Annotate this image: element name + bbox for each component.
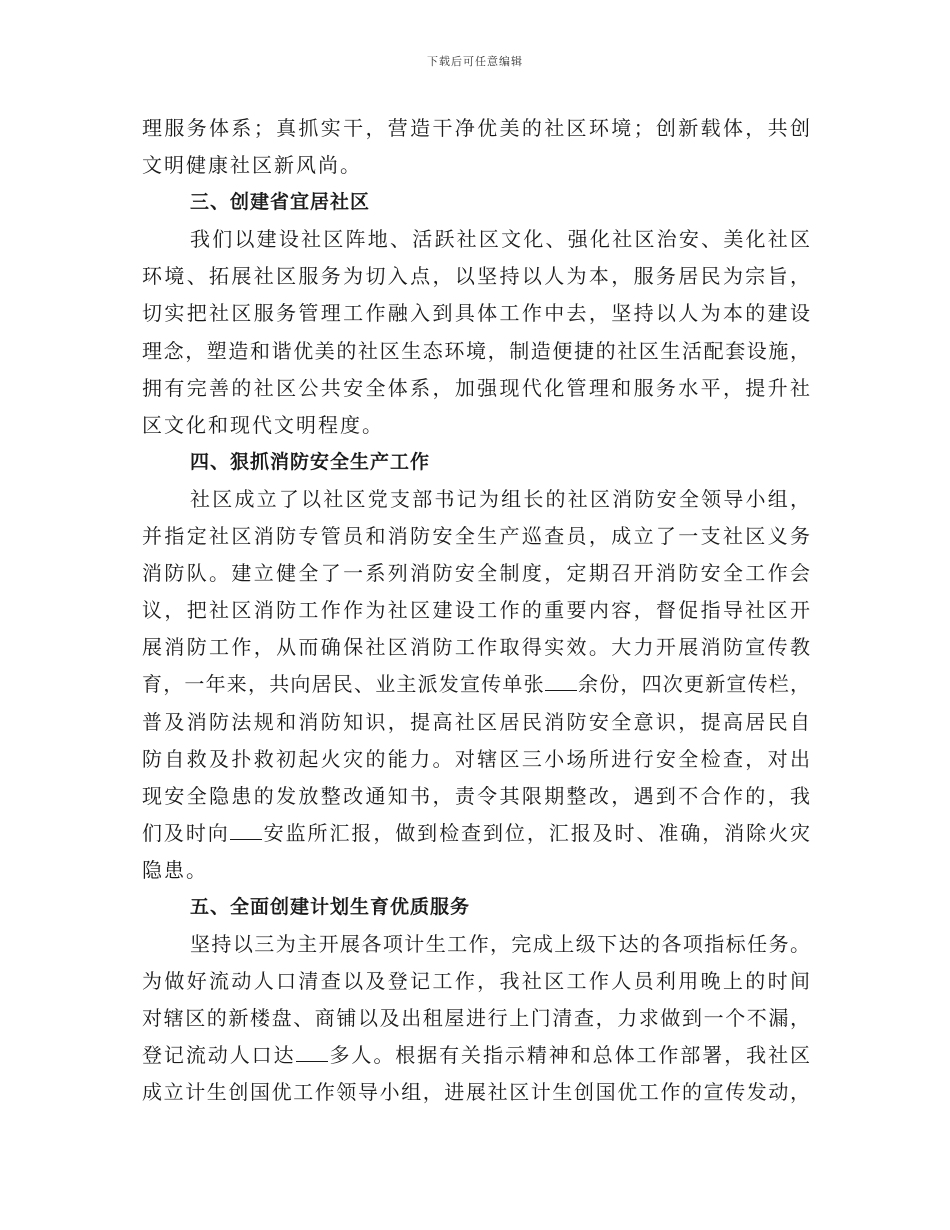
paragraph-line: 隐患。 [142,857,208,882]
paragraph-line: 文明健康社区新风尚。 [142,153,362,178]
fill-in-blank [545,672,577,691]
paragraph-line: 拥有完善的社区公共安全体系，加强现代化管理和服务水平，提升社 [142,375,810,400]
text-segment: 登记流动人口达 [142,1043,296,1068]
paragraph-line: 为做好流动人口清查以及登记工作，我社区工作人员利用晚上的时间 [142,969,810,994]
text-segment: 安监所汇报，做到检查到位，汇报及时、准确，消除火灾 [261,820,811,845]
paragraph-line: 区文化和现代文明程度。 [142,412,384,437]
fill-in-blank [230,821,262,840]
paragraph-line: 并指定社区消防专管员和消防安全生产巡查员，成立了一支社区义务 [142,524,810,549]
paragraph-line: 成立计生创国优工作领导小组，进展社区计生创国优工作的宣传发动， [142,1080,810,1105]
document-body [142,110,810,1112]
paragraph-line: 展消防工作，从而确保社区消防工作取得实效。大力开展消防宣传教 [142,635,810,660]
section-heading: 三、创建省宜居社区 [190,191,371,214]
paragraph-line: 环境、拓展社区服务为切入点，以坚持以人为本，服务居民为宗旨， [142,264,810,289]
paragraph-line: 防自救及扑救初起火灾的能力。对辖区三小场所进行安全检查，对出 [142,746,810,771]
text-segment: 育，一年来，共向居民、业主派发宣传单张 [142,672,545,697]
paragraph-line: 消防队。建立健全了一系列消防安全制度，定期召开消防安全工作会 [142,561,810,586]
paragraph-line: 理服务体系；真抓实干，营造干净优美的社区环境；创新载体，共创 [142,116,810,140]
section-heading: 五、全面创建计划生育优质服务 [190,895,471,918]
page-header-note: 下载后可任意编辑 [427,55,523,68]
text-segment: 余份，四次更新宣传栏， [576,672,811,697]
paragraph-line: 对辖区的新楼盘、商铺以及出租屋进行上门清查，力求做到一个不漏， [142,1006,810,1031]
section-heading: 四、狠抓消防安全生产工作 [190,450,431,473]
paragraph-line: 理念，塑造和谐优美的社区生态环境，制造便捷的社区生活配套设施， [142,338,810,363]
text-segment: 多人。根据有关指示精神和总体工作部署，我社区 [327,1043,811,1068]
text-segment: 们及时向 [142,820,230,845]
paragraph-line: 普及消防法规和消防知识，提高社区居民消防安全意识，提高居民自 [142,709,810,734]
paragraph-line: 我们以建设社区阵地、活跃社区文化、强化社区治安、美化社区 [190,227,810,252]
paragraph-line [142,815,810,852]
paragraph-line: 切实把社区服务管理工作融入到具体工作中去，坚持以人为本的建设 [142,301,810,326]
paragraph-line [142,666,810,703]
paragraph-line [142,1037,810,1074]
fill-in-blank [296,1043,328,1062]
paragraph-line: 社区成立了以社区党支部书记为组长的社区消防安全领导小组， [190,486,810,511]
paragraph-line: 坚持以三为主开展各项计生工作，完成上级下达的各项指标任务。 [190,932,810,957]
paragraph-line: 议，把社区消防工作作为社区建设工作的重要内容，督促指导社区开 [142,598,810,623]
paragraph-line: 现安全隐患的发放整改通知书，责令其限期整改，遇到不合作的，我 [142,783,810,808]
